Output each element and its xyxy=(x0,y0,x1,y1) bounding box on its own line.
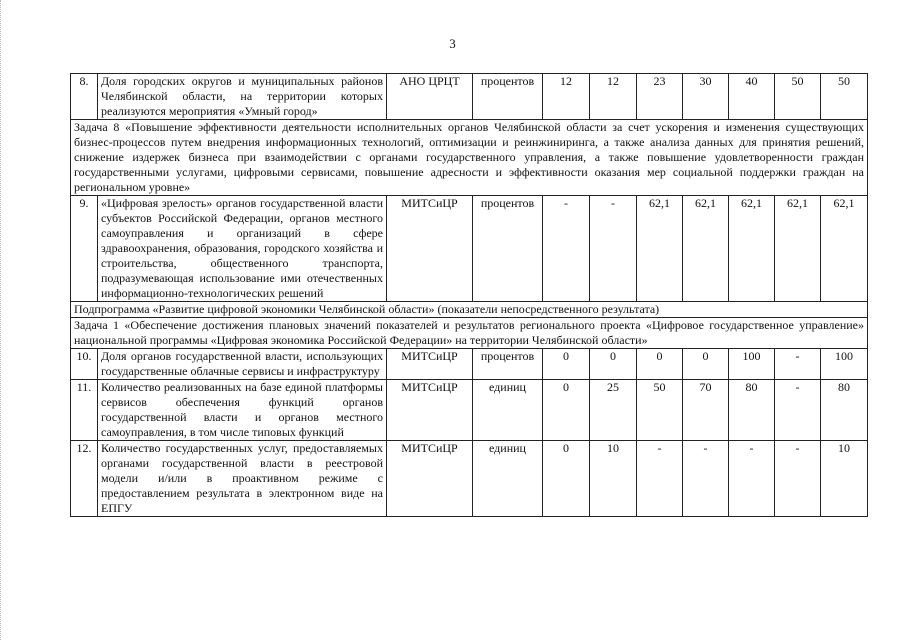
value-cell: 0 xyxy=(637,349,683,380)
value-cell: 62,1 xyxy=(637,196,683,302)
value-cell: 10 xyxy=(821,441,868,517)
executor-cell: МИТСиЦР xyxy=(387,380,473,441)
section-header-row xyxy=(71,120,868,196)
executor-cell: МИТСиЦР xyxy=(387,441,473,517)
unit-cell: единиц xyxy=(473,380,543,441)
section-header-row xyxy=(71,318,868,349)
indicator-name: Количество реализованных на базе единой платформы сервисов обеспечения функций органов государственной власти и органов местного самоуправления, в том числе типовых функций xyxy=(98,380,387,441)
unit-cell: процентов xyxy=(473,196,543,302)
page-number: 3 xyxy=(449,36,456,51)
row-number: 12. xyxy=(71,441,98,517)
row-number: 8. xyxy=(71,74,98,120)
indicators-table xyxy=(70,73,868,517)
section-header-text: Подпрограмма «Развитие цифровой экономики Челябинской области» (показатели непосредственного результата) xyxy=(71,302,868,318)
section-header-text: Задача 8 «Повышение эффективности деятельности исполнительных органов Челябинской области за счет ускорения и изменения существующих бизнес-процессов путем внедрения информационных технологий, оптимизации и реинжиниринга, а также анализа данных для принятия решений, снижение издержек бизнеса при взаимодействии с органами государственного управления, а также повышение удовлетворенности граждан государственными услугами, цифровыми сервисами, повышение адресности и эффективности оказания мер социальной поддержки граждан на региональном уровне» xyxy=(71,120,868,196)
value-cell: 30 xyxy=(683,74,729,120)
value-cell: - xyxy=(729,441,775,517)
indicator-name: «Цифровая зрелость» органов государственной власти субъектов Российской Федерации, органов местного самоуправления и организаций в сфере здравоохранения, образования, городского хозяйства и строительства, общественного транспорта, подразумевающая использование ими отечественных информационно-технологических решений xyxy=(98,196,387,302)
unit-cell: процентов xyxy=(473,349,543,380)
value-cell: - xyxy=(637,441,683,517)
value-cell: - xyxy=(543,196,590,302)
indicator-name: Доля городских округов и муниципальных районов Челябинской области, на территории которых реализуются мероприятия «Умный город» xyxy=(98,74,387,120)
value-cell: 50 xyxy=(775,74,821,120)
executor-cell: АНО ЦРЦТ xyxy=(387,74,473,120)
value-cell: 80 xyxy=(821,380,868,441)
value-cell: - xyxy=(775,349,821,380)
executor-cell: МИТСиЦР xyxy=(387,196,473,302)
value-cell: 10 xyxy=(590,441,637,517)
value-cell: 70 xyxy=(683,380,729,441)
value-cell: 100 xyxy=(729,349,775,380)
value-cell: 40 xyxy=(729,74,775,120)
value-cell: 23 xyxy=(637,74,683,120)
value-cell: - xyxy=(775,380,821,441)
value-cell: 12 xyxy=(543,74,590,120)
value-cell: 0 xyxy=(590,349,637,380)
value-cell: 25 xyxy=(590,380,637,441)
value-cell: 62,1 xyxy=(821,196,868,302)
scan-edge xyxy=(0,0,3,640)
executor-cell: МИТСиЦР xyxy=(387,349,473,380)
value-cell: 62,1 xyxy=(683,196,729,302)
value-cell: 100 xyxy=(821,349,868,380)
table-row xyxy=(71,349,868,380)
value-cell: - xyxy=(775,441,821,517)
value-cell: 0 xyxy=(543,349,590,380)
unit-cell: единиц xyxy=(473,441,543,517)
value-cell: 0 xyxy=(543,380,590,441)
value-cell: 50 xyxy=(637,380,683,441)
table-row xyxy=(71,441,868,517)
table-row xyxy=(71,196,868,302)
value-cell: 80 xyxy=(729,380,775,441)
row-number: 11. xyxy=(71,380,98,441)
row-number: 9. xyxy=(71,196,98,302)
section-header-row xyxy=(71,302,868,318)
value-cell: - xyxy=(683,441,729,517)
value-cell: 62,1 xyxy=(775,196,821,302)
indicator-name: Доля органов государственной власти, использующих государственные облачные сервисы и инфраструктуру xyxy=(98,349,387,380)
unit-cell: процентов xyxy=(473,74,543,120)
value-cell: 62,1 xyxy=(729,196,775,302)
value-cell: 50 xyxy=(821,74,868,120)
table-body xyxy=(71,74,868,517)
value-cell: - xyxy=(590,196,637,302)
section-header-text: Задача 1 «Обеспечение достижения плановых значений показателей и результатов регионального проекта «Цифровое государственное управление» национальной программы «Цифровая экономика Российской Федерации» на территории Челябинской области» xyxy=(71,318,868,349)
indicator-name: Количество государственных услуг, предоставляемых органами государственной власти в реестровой модели и/или в проактивном режиме с предоставлением результата в электронном виде на ЕПГУ xyxy=(98,441,387,517)
table-row xyxy=(71,74,868,120)
value-cell: 0 xyxy=(543,441,590,517)
value-cell: 12 xyxy=(590,74,637,120)
table-row xyxy=(71,380,868,441)
value-cell: 0 xyxy=(683,349,729,380)
row-number: 10. xyxy=(71,349,98,380)
